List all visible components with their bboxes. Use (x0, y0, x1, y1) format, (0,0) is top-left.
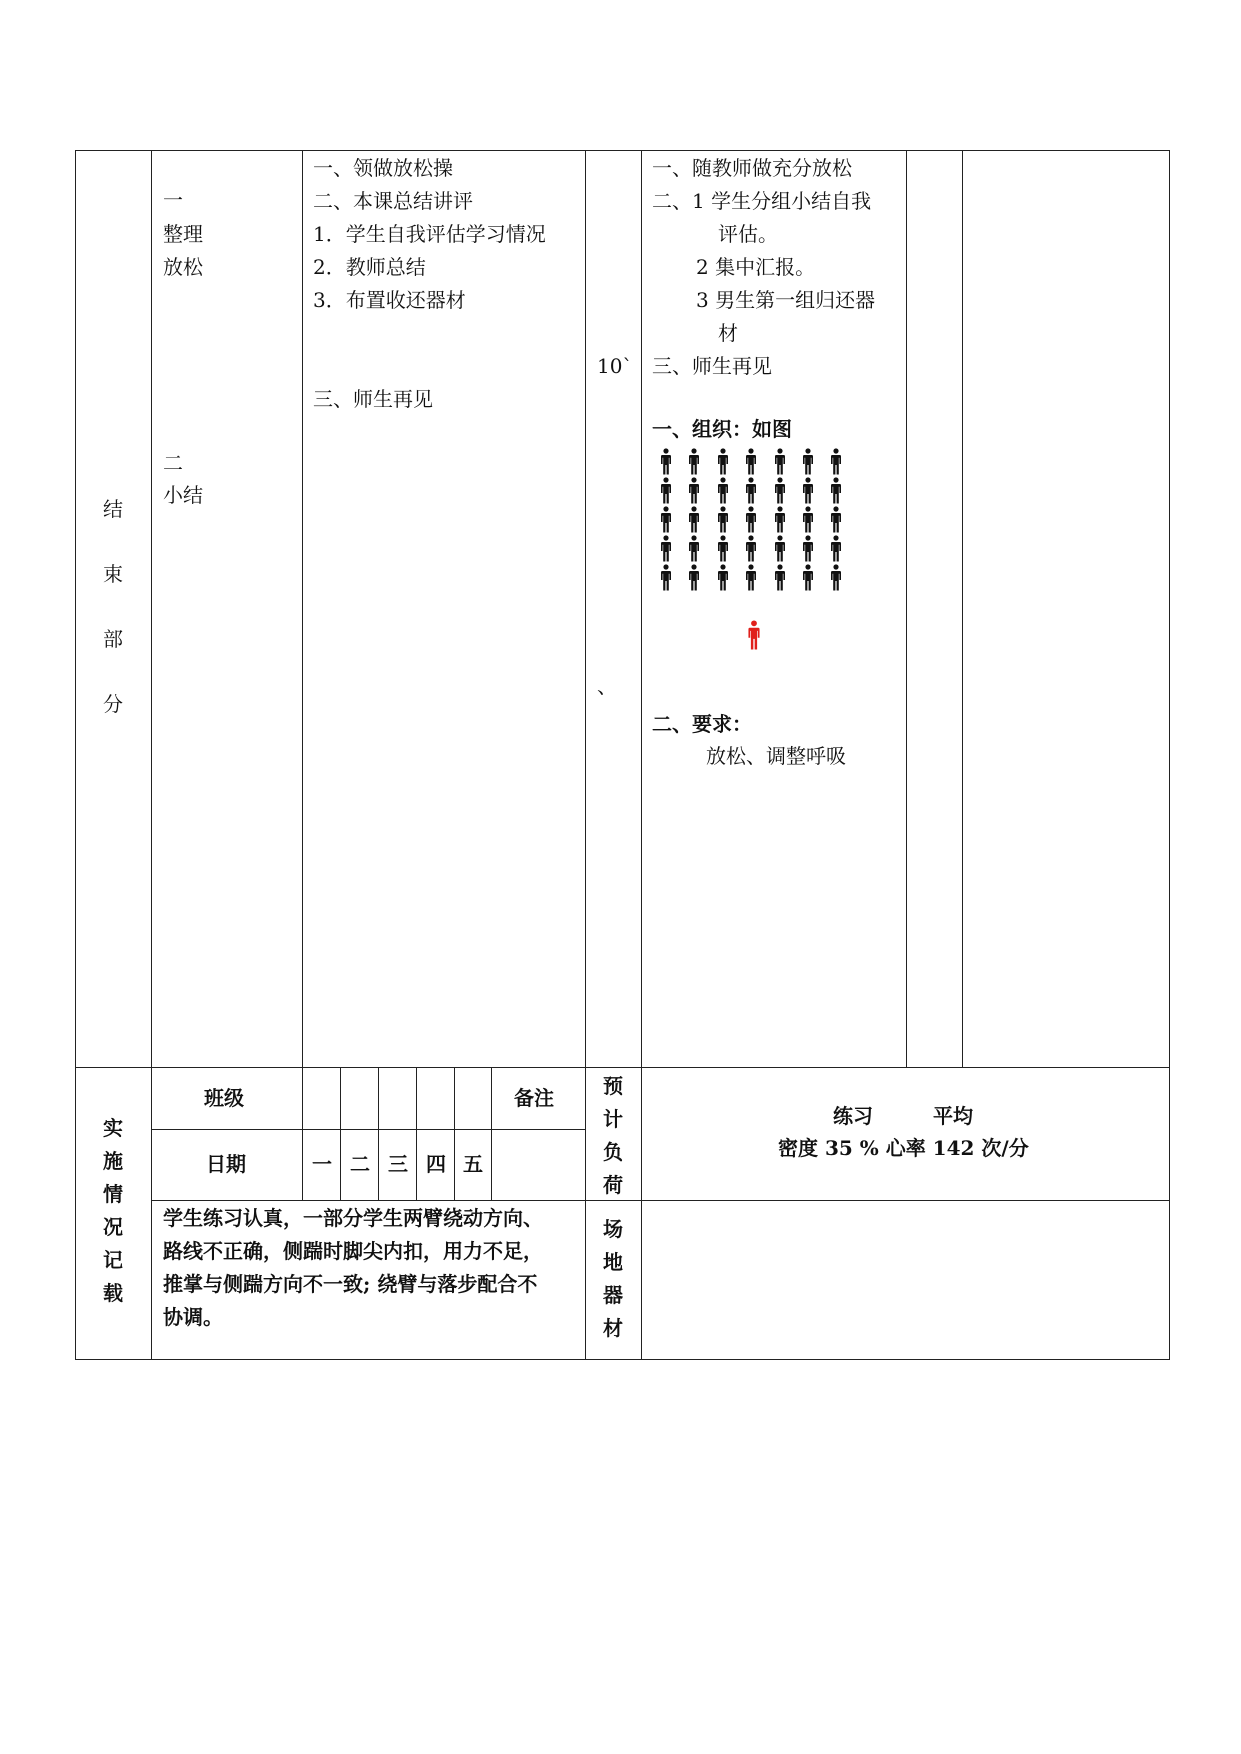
student-item: 2 集中汇报。 (696, 255, 816, 279)
person-icon (745, 506, 757, 533)
load-label-char: 荷 (603, 1173, 623, 1197)
person-icon (688, 535, 700, 562)
person-icon (660, 506, 672, 533)
formation-diagram (660, 448, 880, 658)
notes-line: 路线不正确，侧踹时脚尖内扣，用力不足， (163, 1239, 543, 1263)
load-label-char: 预 (603, 1074, 623, 1098)
section-label (93, 493, 133, 753)
student-item: 一、随教师做充分放松 (652, 156, 852, 180)
day-divider-4 (454, 1067, 455, 1201)
person-icon (745, 564, 757, 591)
record-label-char: 记 (103, 1248, 123, 1272)
student-item: 3 男生第一组归还器 (696, 288, 876, 312)
venue-label-char: 材 (603, 1316, 623, 1340)
record-divider (151, 1200, 1169, 1201)
time-mark: 、 (597, 674, 617, 698)
part1-title-line2: 放松 (163, 255, 203, 279)
day-divider-3 (416, 1067, 417, 1201)
date-label: 日期 (206, 1152, 246, 1176)
note-label: 备注 (514, 1086, 554, 1110)
person-icon (802, 477, 814, 504)
person-icon (717, 564, 729, 591)
person-icon (830, 448, 842, 475)
person-icon (745, 477, 757, 504)
person-icon (688, 448, 700, 475)
day-cell: 三 (388, 1152, 408, 1176)
person-icon (717, 448, 729, 475)
table-top-border (75, 150, 1169, 151)
person-icon (717, 477, 729, 504)
col-divider-3 (585, 150, 586, 1360)
student-item: 评估。 (718, 222, 778, 246)
record-label-char: 情 (103, 1182, 123, 1206)
notes-line: 协调。 (163, 1305, 223, 1329)
student-item: 材 (718, 321, 738, 345)
person-icon (745, 535, 757, 562)
day-divider-5 (491, 1067, 492, 1201)
record-label (93, 1112, 133, 1310)
teacher-item: 3．布置收还器材 (313, 288, 466, 312)
day-divider-1 (340, 1067, 341, 1201)
teacher-item: 二、本课总结讲评 (313, 189, 473, 213)
record-label-char: 况 (103, 1215, 123, 1239)
requirement-text: 放松、调整呼吸 (706, 744, 846, 768)
person-icon (688, 477, 700, 504)
person-icon (774, 535, 786, 562)
person-icon (774, 448, 786, 475)
person-icon (745, 448, 757, 475)
person-icon (660, 477, 672, 504)
person-icon (830, 477, 842, 504)
day-cell: 二 (350, 1152, 370, 1176)
day-cell: 四 (426, 1152, 446, 1176)
col-divider-5 (906, 150, 907, 1068)
class-date-divider (151, 1129, 585, 1130)
person-icon (802, 564, 814, 591)
person-icon (802, 535, 814, 562)
col-divider-2 (302, 150, 303, 1201)
part1-number: 一 (163, 188, 183, 212)
record-label-char: 施 (103, 1149, 123, 1173)
day-cell: 五 (463, 1152, 483, 1176)
table-right-border (1169, 150, 1170, 1360)
record-label-char: 实 (103, 1116, 123, 1140)
part2-number: 二 (163, 451, 183, 475)
notes-line: 推掌与侧踹方向不一致; 绕臂与落步配合不 (163, 1272, 538, 1296)
col-divider-4 (641, 150, 642, 1360)
section-label-char: 部 (103, 627, 123, 651)
person-icon (688, 506, 700, 533)
person-icon (717, 506, 729, 533)
part2-title: 小结 (163, 483, 203, 507)
record-label-char: 载 (103, 1281, 123, 1305)
person-icon (774, 477, 786, 504)
student-item: 二、1 学生分组小结自我 (652, 189, 872, 213)
table-left-border (75, 150, 76, 1360)
load-label (593, 1070, 633, 1202)
class-label: 班级 (204, 1086, 244, 1110)
load-label-char: 负 (603, 1140, 623, 1164)
requirement-title: 二、要求： (652, 712, 752, 736)
load-label-char: 计 (603, 1107, 623, 1131)
col-divider-6 (962, 150, 963, 1068)
section-label-char: 束 (103, 562, 123, 586)
person-icon (774, 506, 786, 533)
person-icon (774, 564, 786, 591)
person-icon (830, 506, 842, 533)
time-value: 10` (597, 354, 633, 378)
person-icon (802, 448, 814, 475)
table-bottom-border (75, 1359, 1169, 1360)
venue-label (593, 1213, 633, 1345)
person-icon (660, 448, 672, 475)
venue-label-char: 器 (603, 1283, 623, 1307)
day-cell: 一 (312, 1152, 332, 1176)
person-icon (717, 535, 729, 562)
teacher-item: 三、师生再见 (313, 387, 433, 411)
teacher-person-icon (747, 620, 761, 650)
part1-title-line1: 整理 (163, 222, 203, 246)
student-item: 三、师生再见 (652, 354, 772, 378)
venue-label-char: 地 (603, 1250, 623, 1274)
organization-title: 一、组织：如图 (652, 417, 792, 441)
section-label-char: 分 (103, 692, 123, 716)
notes-line: 学生练习认真，一部分学生两臂绕动方向、 (163, 1206, 543, 1230)
load-average-label: 平均 (933, 1104, 973, 1128)
load-practice-label: 练习 (833, 1104, 873, 1128)
teacher-item: 2．教师总结 (313, 255, 426, 279)
person-icon (830, 564, 842, 591)
person-icon (688, 564, 700, 591)
day-divider-2 (378, 1067, 379, 1201)
section-label-char: 结 (103, 497, 123, 521)
teacher-item: 1．学生自我评估学习情况 (313, 222, 546, 246)
venue-label-char: 场 (603, 1217, 623, 1241)
col-divider-1 (151, 150, 152, 1360)
load-values: 密度 35 % 心率 142 次/分 (778, 1136, 1029, 1160)
person-icon (802, 506, 814, 533)
person-icon (660, 535, 672, 562)
section-divider (75, 1067, 1169, 1068)
person-icon (830, 535, 842, 562)
person-icon (660, 564, 672, 591)
teacher-item: 一、领做放松操 (313, 156, 453, 180)
